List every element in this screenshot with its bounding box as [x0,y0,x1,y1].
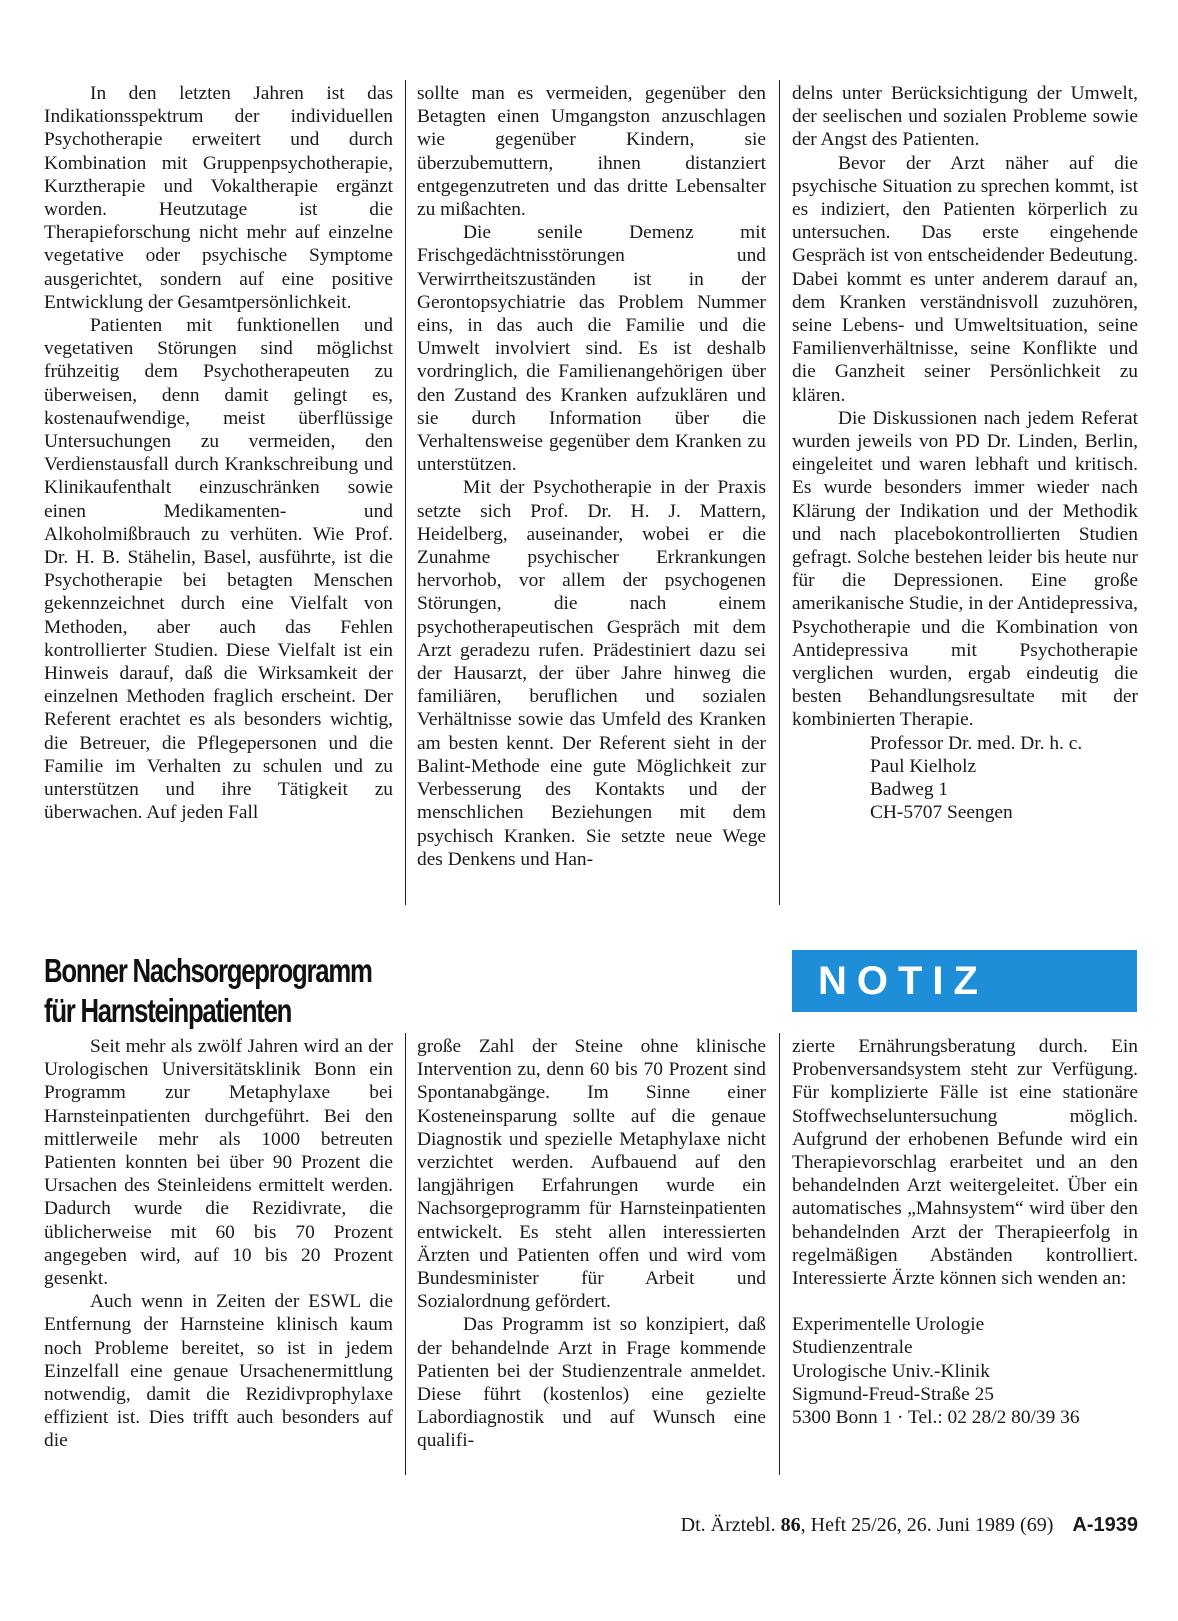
article1-column-3 [792,82,1138,825]
address-line: Experimentelle Urologie [792,1314,985,1336]
journal-name: Dt. Ärztebl. [680,1514,776,1536]
column-divider [405,80,406,905]
heading-line: Bonner Nachsorgeprogramm [44,952,372,989]
paragraph: zierte Ernährungsberatung durch. Ein Probenversandsystem steht zur Verfügung. Für komplizierte Fälle ist eine stationäre Stoffwechseluntersuchung möglich. Aufgrund der erhobenen Befunde wird ein Therapievorschlag erarbeitet und an den behandelnden Arzt weitergeleitet. Über ein automatisches „Mahnsystem“ wird über den behandelnden Arzt der Therapieerfolg in regelmäßigen Abständen kontrolliert. Interessierte Ärzte können sich wenden an: [792,1036,1138,1290]
paragraph: Mit der Psychotherapie in der Praxis setzte sich Prof. Dr. H. J. Mattern, Heidelberg, auseinander, wobei er die Zunahme psychischer Erkrankungen hervorhob, vor allem der psychogenen Störungen, die nach einem psychotherapeutischen Gespräch mit dem Arzt geradezu rufen. Prädestiniert dazu sei der Hausarzt, der über Jahre hinweg die familiären, beruflichen und sozialen Verhältnisse sowie das Umfeld des Kranken am besten kennt. Der Referent sieht in der Balint-Methode eine gute Möglichkeit zur Verbesserung des Kontakts und der menschlichen Beziehungen mit dem psychisch Kranken. Sie setzte neue Wege des Denkens und Han- [417,477,766,870]
paragraph: sollte man es vermeiden, gegenüber den Betagten einen Umgangston anzuschlagen wie gegenüber Kindern, sie überzubemuttern, ihnen distanziert entgegenzutreten und das dritte Lebensalter zu mißachten. [417,83,766,221]
paragraph: Seit mehr als zwölf Jahren wird an der Urologischen Universitätsklinik Bonn ein Programm zur Metaphylaxe bei Harnsteinpatienten durchgeführt. Bei den mittlerweile mehr als 1000 betreuten Patienten konnten bei über 90 Prozent die Ursachen des Steinleidens ermittelt werden. Dadurch wurde die Rezidivrate, die üblicherweise mit 60 bis 70 Prozent angegeben wird, auf 10 bis 20 Prozent gesenkt. [44,1036,393,1290]
paragraph: Patienten mit funktionellen und vegetativen Störungen sind möglichst frühzeitig dem Psychotherapeuten zu überweisen, denn damit gelingt es, kostenaufwendige, meist überflüssige Untersuchungen zu vermeiden, den Verdienstausfall durch Krankschreibung und Klinikaufenthalt einzuschränken sowie einen Medikamenten- und Alkoholmißbrauch zu verhüten. Wie Prof. Dr. H. B. Stähelin, Basel, ausführte, ist die Psychotherapie bei betagten Menschen gekennzeichnet durch eine Vielfalt von Methoden, aber auch das Fehlen kontrollierter Studien. Diese Vielfalt ist ein Hinweis darauf, daß die Wirksamkeit der einzelnen Methoden fraglich erscheint. Der Referent erachtet es als besonders wichtig, die Betreuer, die Pflegepersonen und die Familie im Verhalten zu schulen und zu unterstützen und ihre Tätigkeit zu überwachen. Auf jeden Fall [44,315,393,824]
page-footer [681,1513,1138,1537]
volume-number: 86 [780,1514,801,1536]
article1-column-1 [44,82,393,825]
notiz-label: NOTIZ [818,958,988,1003]
column-divider [779,1033,780,1475]
address-line: Urologische Univ.-Klinik [792,1360,991,1382]
signature-line: CH-5707 Seengen [870,802,1013,824]
heading-line: für Harnsteinpatienten [44,992,292,1029]
issue-info: , Heft 25/26, 26. Juni 1989 (69) [800,1514,1054,1536]
address-line: Sigmund-Freud-Straße 25 [792,1383,994,1405]
column-divider [779,80,780,905]
address-line: Studienzentrale [792,1337,913,1359]
paragraph: Das Programm ist so konzipiert, daß der behandelnde Arzt in Frage kommende Patienten bei der Studienzentrale anmeldet. Diese führt (kostenlos) eine gezielte Labordiagnostik und auf Wunsch eine qualifi- [417,1314,766,1452]
signature-line: Professor Dr. med. Dr. h. c. [870,732,1083,754]
article2-column-1 [44,1035,393,1453]
page-number: A-1939 [1072,1514,1138,1536]
article1-column-2 [417,82,766,871]
article2-column-3 [792,1035,1138,1429]
article2-column-2 [417,1035,766,1453]
notiz-banner [792,950,1137,1012]
column-divider [405,1033,406,1475]
paragraph: Die Diskussionen nach jedem Referat wurden jeweils von PD Dr. Linden, Berlin, eingeleitet und waren lebhaft und kritisch. Es wurde besonders immer wieder nach Klärung der Indikation und der Methodik und nach placebokontrollierten Studien gefragt. Solche bestehen leider bis heute nur für die Depressionen. Eine große amerikanische Studie, in der Antidepressiva, Psychotherapie und die Kombination von Antidepressiva mit Psychotherapie verglichen wurden, ergab eindeutig die besten Behandlungsresultate mit der kombinierten Therapie. [792,407,1138,731]
paragraph: große Zahl der Steine ohne klinische Intervention zu, denn 60 bis 70 Prozent sind Spontanabgänge. Im Sinne einer Kosteneinsparung sollte auf die genaue Diagnostik und spezielle Metaphylaxe nicht verzichtet werden. Aufbauend auf den langjährigen Erfahrungen wurde ein Nachsorgeprogramm für Harnsteinpatienten entwickelt. Es steht allen interessierten Ärzten und Patienten offen und wird vom Bundesminister für Arbeit und Sozialordnung gefördert. [417,1036,766,1313]
signature-line: Badweg 1 [870,779,949,801]
article2-heading [44,951,418,1031]
address-line: 5300 Bonn 1 · Tel.: 02 28/2 80/39 36 [792,1407,1080,1429]
signature-line: Paul Kielholz [870,755,977,777]
paragraph: Die senile Demenz mit Frischgedächtnisstörungen und Verwirrtheitszuständen ist in der Gerontopsychiatrie das Problem Nummer eins, in das auch die Familie und die Umwelt involviert sind. Es ist deshalb vordringlich, die Familienangehörigen über den Zustand des Kranken aufzuklären und sie durch Information über die Verhaltensweise gegenüber dem Kranken zu unterstützen. [417,222,766,476]
paragraph: Auch wenn in Zeiten der ESWL die Entfernung der Harnsteine klinisch kaum noch Probleme bereitet, so ist in jedem Einzelfall eine genaue Ursachenermittlung notwendig, damit die Rezidivprophylaxe effizient ist. Dies trifft auch besonders auf die [44,1291,393,1452]
paragraph: In den letzten Jahren ist das Indikationsspektrum der individuellen Psychotherapie erweitert und durch Kombination mit Gruppenpsychotherapie, Kurztherapie und Vokaltherapie ergänzt worden. Heutzutage ist die Therapieforschung nicht mehr auf einzelne vegetative oder psychische Symptome ausgerichtet, sondern auf eine positive Entwicklung der Gesamtpersönlichkeit. [44,83,393,313]
paragraph: delns unter Berücksichtigung der Umwelt, der seelischen und sozialen Probleme sowie der Angst des Patienten. [792,83,1138,151]
paragraph: Bevor der Arzt näher auf die psychische Situation zu sprechen kommt, ist es indiziert, den Patienten körperlich zu untersuchen. Das erste eingehende Gespräch ist von entscheidender Bedeutung. Dabei kommt es unter anderem darauf an, dem Kranken verständnisvoll zuzuhören, seine Lebens- und Umweltsituation, seine Familienverhältnisse, seine Konflikte und die Ganzheit seiner Persönlichkeit zu klären. [792,152,1138,406]
